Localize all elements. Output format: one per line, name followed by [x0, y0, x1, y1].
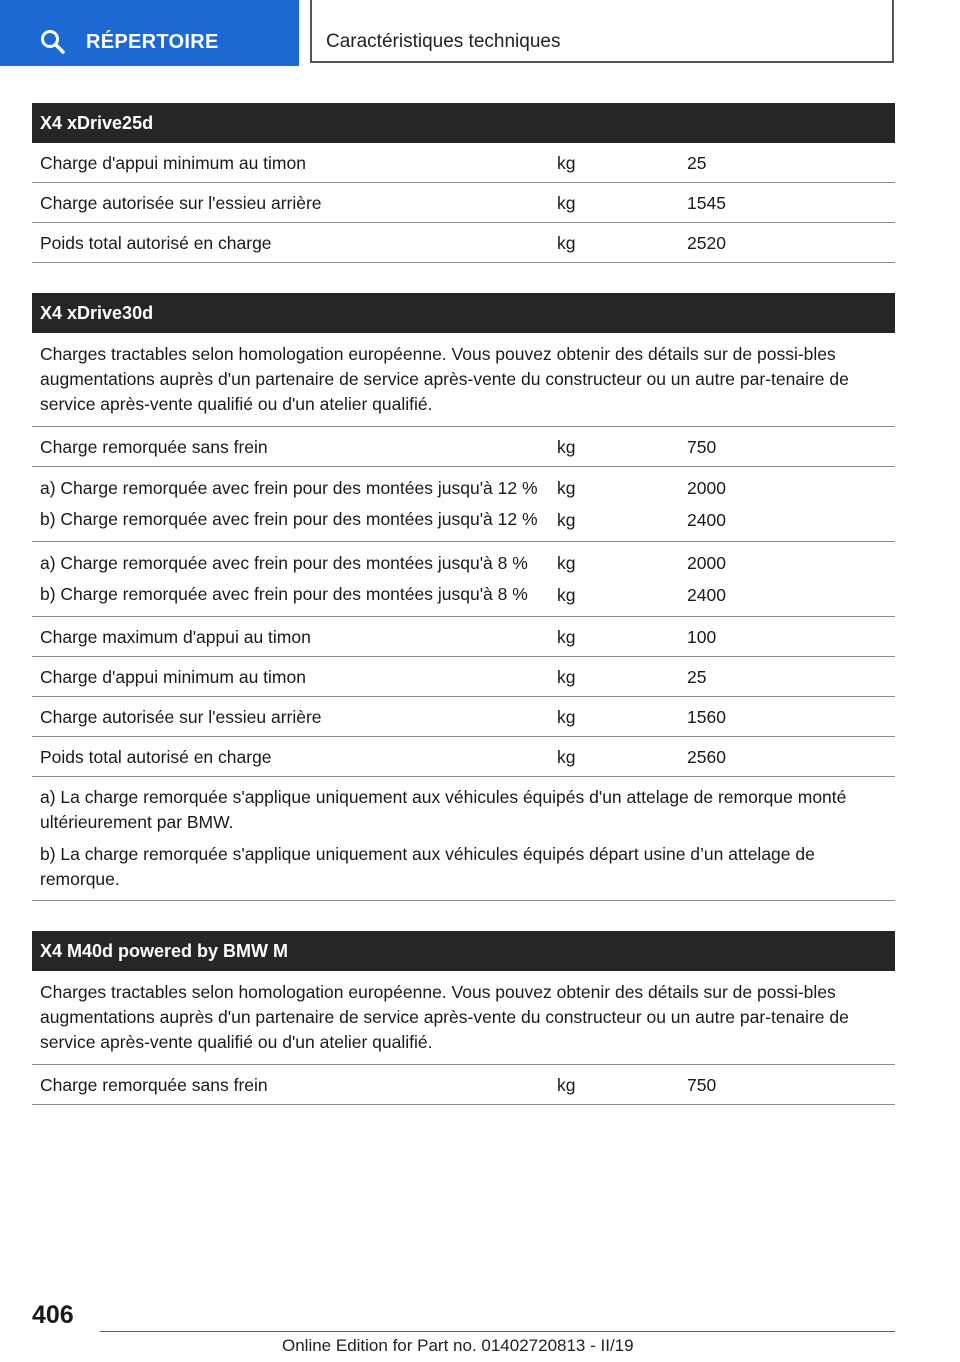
row-unit: kg [557, 1075, 576, 1095]
table-row [32, 223, 895, 263]
row-unit: kg [557, 233, 576, 253]
row-unit-b: kg [557, 510, 576, 530]
row-unit: kg [557, 153, 576, 173]
row-unit: kg [557, 627, 576, 647]
page-number: 406 [32, 1301, 74, 1329]
footer-divider [100, 1331, 895, 1332]
row-label [32, 467, 547, 541]
search-icon [40, 29, 66, 55]
row-unit [547, 542, 677, 616]
table-row [32, 657, 895, 697]
table-row [32, 617, 895, 657]
row-value: 100 [687, 627, 717, 647]
row-label: Charge autorisée sur l'essieu arrière [40, 193, 322, 213]
row-label: Charge d'appui minimum au timon [40, 667, 306, 687]
section-title-box [310, 0, 894, 63]
table-row [32, 183, 895, 223]
row-label: Charge remorquée sans frein [40, 437, 268, 457]
section-intro: Charges tractables selon homologation européenne. Vous pouvez obtenir des détails sur de possi-bles augmentations auprès d'un partenaire de service après-vente du constructeur ou un autre par-tenaire de service après-vente qualifié ou d'un atelier qualifié. [32, 333, 895, 427]
row-label [32, 542, 547, 616]
row-label: Poids total autorisé en charge [40, 233, 272, 253]
row-label: Charge maximum d'appui au timon [40, 627, 311, 647]
table-row [32, 427, 895, 467]
section-x4-xdrive30d [32, 293, 895, 901]
page-title: Caractéristiques techniques [326, 31, 561, 52]
table-row [32, 467, 895, 542]
row-value: 25 [687, 153, 707, 173]
row-value [677, 467, 895, 541]
section-heading: X4 xDrive30d [32, 293, 895, 333]
row-value-a: 2000 [687, 553, 726, 573]
search-button[interactable] [0, 0, 299, 66]
row-unit: kg [557, 193, 576, 213]
row-unit: kg [557, 707, 576, 727]
footer-edition: Online Edition for Part no. 01402720813 - II/19 [282, 1336, 634, 1355]
row-label-b: b) Charge remorquée avec frein pour des montées jusqu'à 12 % [40, 509, 538, 529]
row-value [677, 542, 895, 616]
row-value: 25 [687, 667, 707, 687]
row-value-a: 2000 [687, 478, 726, 498]
row-value: 750 [687, 437, 717, 457]
footnote-a: a) La charge remorquée s'applique uniquement aux véhicules équipés d'un attelage de remorque monté ultérieurement par BMW. [40, 787, 847, 832]
section-intro: Charges tractables selon homologation européenne. Vous pouvez obtenir des détails sur de possi-bles augmentations auprès d'un partenaire de service après-vente du constructeur ou un autre par-tenaire de service après-vente qualifié ou d'un atelier qualifié. [32, 971, 895, 1065]
row-unit-a: kg [557, 553, 576, 573]
row-value: 2520 [687, 233, 726, 253]
row-label-a: a) Charge remorquée avec frein pour des montées jusqu'à 8 % [40, 553, 528, 573]
table-row [32, 143, 895, 183]
row-unit: kg [557, 747, 576, 767]
row-unit [547, 467, 677, 541]
row-value-b: 2400 [687, 510, 726, 530]
section-x4-m40d [32, 931, 895, 1105]
content [32, 103, 895, 1135]
section-x4-xdrive25d [32, 103, 895, 263]
row-label: Charge remorquée sans frein [40, 1075, 268, 1095]
row-unit: kg [557, 667, 576, 687]
table-row [32, 542, 895, 617]
row-unit: kg [557, 437, 576, 457]
table-row [32, 737, 895, 777]
section-heading: X4 xDrive25d [32, 103, 895, 143]
top-bar [0, 0, 960, 66]
footnote-b: b) La charge remorquée s'applique uniquement aux véhicules équipés départ usine d’un attelage de remorque. [40, 844, 815, 889]
row-label: Charge d'appui minimum au timon [40, 153, 306, 173]
row-label-b: b) Charge remorquée avec frein pour des montées jusqu'à 8 % [40, 584, 528, 604]
row-label-a: a) Charge remorquée avec frein pour des montées jusqu'à 12 % [40, 478, 538, 498]
row-value-b: 2400 [687, 585, 726, 605]
footnotes [32, 777, 895, 901]
row-label: Poids total autorisé en charge [40, 747, 272, 767]
table-row [32, 697, 895, 737]
row-label: Charge autorisée sur l'essieu arrière [40, 707, 322, 727]
row-value: 1545 [687, 193, 726, 213]
table-row [32, 1065, 895, 1105]
row-unit-a: kg [557, 478, 576, 498]
section-heading: X4 M40d powered by BMW M [32, 931, 895, 971]
row-value: 1560 [687, 707, 726, 727]
search-button-label: RÉPERTOIRE [86, 31, 219, 53]
row-unit-b: kg [557, 585, 576, 605]
row-value: 750 [687, 1075, 717, 1095]
row-value: 2560 [687, 747, 726, 767]
